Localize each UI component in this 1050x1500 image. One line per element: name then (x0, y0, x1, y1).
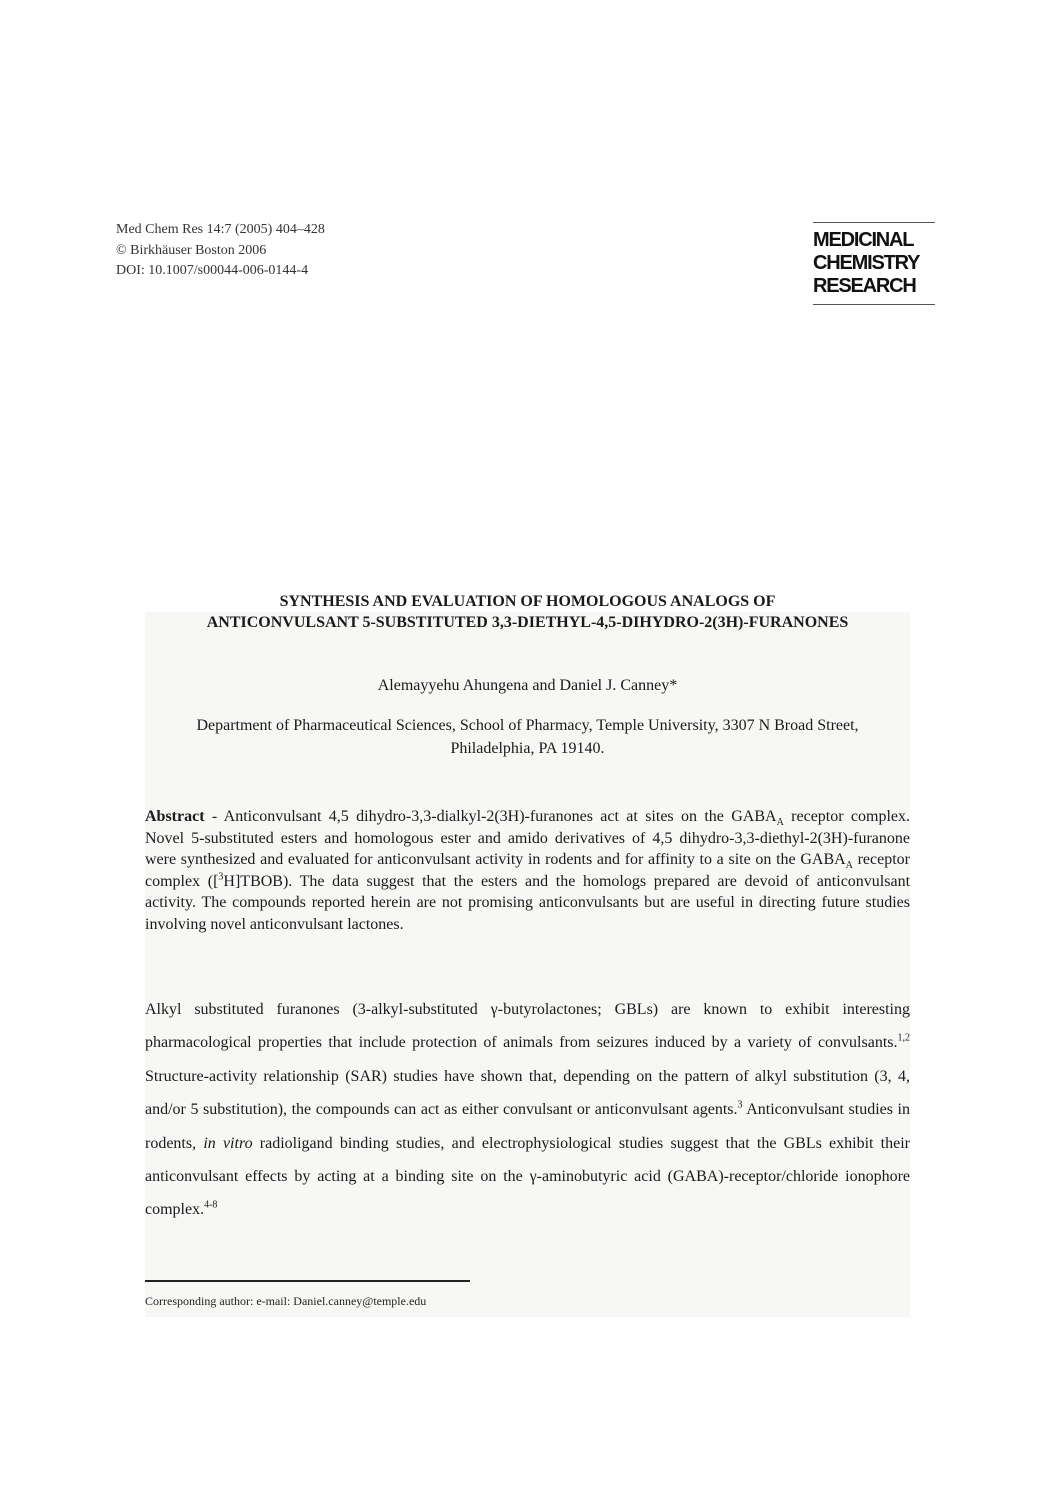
citation-ref-2[interactable]: 3 (737, 1099, 743, 1111)
abstract-label: Abstract (145, 808, 205, 825)
journal-citation: Med Chem Res 14:7 (2005) 404–428 (116, 222, 325, 237)
logo-bottom-rule (813, 304, 935, 305)
abstract-text-4: H]TBOB). The data suggest that the esters and the homologs prepared are devoid of anticonvulsant activity. The compounds reported herein are not promising anticonvulsants but are useful in directing future studies involving novel anticonvulsant lactones. (145, 872, 911, 933)
citation-ref-1[interactable]: 1,2 (897, 1033, 910, 1045)
abstract-text-2: receptor complex. Novel 5-substituted esters and homologous ester and amido derivatives of 4,5 dihydro-3,3-diethyl-2(3H)-furanone were synthesized and evaluated for anticonvulsant activity in rodents and for affinity to a site on the GABA (145, 808, 911, 868)
logo-top-rule (813, 222, 935, 223)
intro-text-4: radioligand binding studies, and electrophysiological studies suggest that the GBLs exhibit their anticonvulsant effects by acting at a binding site on the γ-aminobutyric acid (GABA)-receptor/chloride ionophore complex. (145, 1134, 910, 1219)
copyright-line: © Birkhäuser Boston 2006 (116, 242, 267, 258)
intro-text-1: Alkyl substituted furanones (3-alkyl-substituted γ-butyrolactones; GBLs) are known to exhibit interesting pharmacological properties that include protection of animals from seizures induced by a variety of convulsants. (145, 1001, 910, 1052)
logo-line-3: RESEARCH (813, 275, 916, 297)
doi-line[interactable]: DOI: 10.1007/s00044-006-0144-4 (116, 263, 309, 278)
abstract-subscript-2: A (845, 860, 853, 872)
intro-paragraph (145, 993, 910, 1227)
corresponding-author-footnote: Corresponding author: e-mail: Daniel.canney@temple.edu (145, 1294, 427, 1308)
abstract-text-3: receptor complex ([ (145, 851, 911, 890)
journal-logo (813, 222, 935, 305)
intro-text-2: Structure-activity relationship (SAR) studies have shown that, depending on the pattern of alkyl substitution (3, 4, and/or 5 substitution), the compounds can act as either convulsant or anticonvulsant agents. (145, 1067, 910, 1119)
intro-text-3: Anticonvulsant studies in rodents, (145, 1101, 911, 1152)
logo-line-2: CHEMISTRY (813, 252, 920, 274)
journal-header (116, 220, 325, 282)
abstract-subscript-1: A (776, 817, 784, 829)
logo-line-1: MEDICINAL (813, 229, 914, 251)
abstract-superscript: 3 (218, 871, 224, 883)
author-list: Alemayyehu Ahungena and Daniel J. Canney* (377, 677, 678, 694)
abstract-paragraph (145, 806, 910, 935)
author-affiliation: Department of Pharmaceutical Sciences, School of Pharmacy, Temple University, 3307 N Broad Street, Philadelphia, PA 19140. (196, 717, 859, 757)
citation-ref-3[interactable]: 4-8 (204, 1200, 218, 1212)
title-line-2: ANTICONVULSANT 5-SUBSTITUTED 3,3-DIETHYL-4,5-DIHYDRO-2(3H)-FURANONES (206, 614, 849, 631)
paper-title (120, 591, 935, 633)
title-line-1: SYNTHESIS AND EVALUATION OF HOMOLOGOUS ANALOGS OF (279, 593, 776, 610)
footnote-divider (145, 1280, 470, 1282)
abstract-text-1: - Anticonvulsant 4,5 dihydro-3,3-dialkyl-2(3H)-furanones act at sites on the GABA (204, 808, 777, 825)
intro-italic-term: in vitro (203, 1134, 253, 1152)
